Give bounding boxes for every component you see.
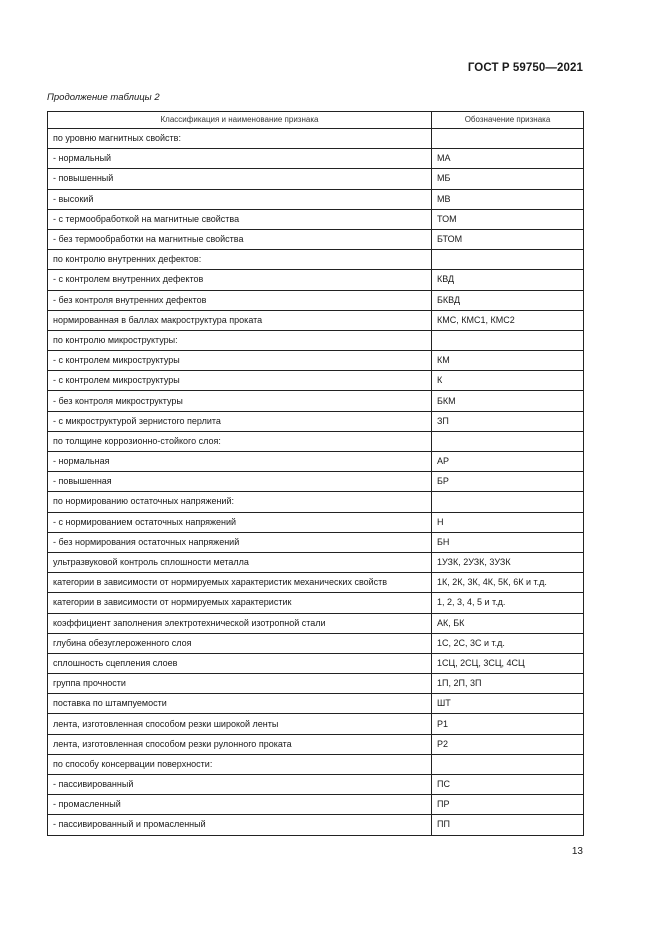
- designation-cell: ЗП: [432, 411, 584, 431]
- header-classification: Классификация и наименование признака: [48, 112, 432, 129]
- classification-cell: - без термообработки на магнитные свойства: [48, 229, 432, 249]
- designation-cell: 1С, 2С, 3С и т.д.: [432, 633, 584, 653]
- designation-cell: Р2: [432, 734, 584, 754]
- classification-cell: по способу консервации поверхности:: [48, 754, 432, 774]
- table-row: [48, 452, 584, 472]
- designation-cell: [432, 754, 584, 774]
- classification-cell: категории в зависимости от нормируемых характеристик механических свойств: [48, 573, 432, 593]
- table-row: [48, 815, 584, 835]
- classification-cell: сплошность сцепления слоев: [48, 653, 432, 673]
- table-row: [48, 694, 584, 714]
- designation-cell: МБ: [432, 169, 584, 189]
- table-row: [48, 290, 584, 310]
- designation-cell: МА: [432, 149, 584, 169]
- table-row: [48, 653, 584, 673]
- classification-cell: по нормированию остаточных напряжений:: [48, 492, 432, 512]
- table-row: [48, 492, 584, 512]
- designation-cell: [432, 492, 584, 512]
- classification-cell: - нормальный: [48, 149, 432, 169]
- table-row: [48, 169, 584, 189]
- designation-cell: 1СЦ, 2СЦ, 3СЦ, 4СЦ: [432, 653, 584, 673]
- designation-cell: КВД: [432, 270, 584, 290]
- classification-cell: - промасленный: [48, 795, 432, 815]
- classification-cell: - повышенный: [48, 169, 432, 189]
- designation-cell: АР: [432, 452, 584, 472]
- classification-cell: - с контролем микроструктуры: [48, 351, 432, 371]
- classification-cell: - с микроструктурой зернистого перлита: [48, 411, 432, 431]
- table-body: [48, 129, 584, 836]
- designation-cell: К: [432, 371, 584, 391]
- classification-cell: нормированная в баллах макроструктура проката: [48, 310, 432, 330]
- designation-cell: ШТ: [432, 694, 584, 714]
- classification-cell: коэффициент заполнения электротехнической изотропной стали: [48, 613, 432, 633]
- table-row: [48, 330, 584, 350]
- designation-cell: БР: [432, 472, 584, 492]
- classification-cell: категории в зависимости от нормируемых характеристик: [48, 593, 432, 613]
- classification-cell: по контролю микроструктуры:: [48, 330, 432, 350]
- classification-cell: - пассивированный: [48, 775, 432, 795]
- designation-cell: ПС: [432, 775, 584, 795]
- designation-cell: [432, 431, 584, 451]
- table-row: [48, 351, 584, 371]
- designation-cell: [432, 250, 584, 270]
- table-row: [48, 229, 584, 249]
- table-row: [48, 250, 584, 270]
- designation-cell: Р1: [432, 714, 584, 734]
- table-row: [48, 310, 584, 330]
- designation-cell: КМ: [432, 351, 584, 371]
- table-row: [48, 129, 584, 149]
- table-row: [48, 411, 584, 431]
- designation-cell: [432, 330, 584, 350]
- table-row: [48, 371, 584, 391]
- designation-cell: 1УЗК, 2УЗК, 3УЗК: [432, 552, 584, 572]
- designation-cell: 1, 2, 3, 4, 5 и т.д.: [432, 593, 584, 613]
- table-row: [48, 391, 584, 411]
- classification-cell: - без контроля внутренних дефектов: [48, 290, 432, 310]
- designation-cell: ПП: [432, 815, 584, 835]
- designation-cell: Н: [432, 512, 584, 532]
- table-row: [48, 674, 584, 694]
- table-row: [48, 593, 584, 613]
- classification-cell: - с контролем внутренних дефектов: [48, 270, 432, 290]
- table-row: [48, 795, 584, 815]
- table-row: [48, 270, 584, 290]
- designation-cell: 1К, 2К, 3К, 4К, 5К, 6К и т.д.: [432, 573, 584, 593]
- classification-cell: лента, изготовленная способом резки широкой ленты: [48, 714, 432, 734]
- classification-cell: по контролю внутренних дефектов:: [48, 250, 432, 270]
- classification-cell: - повышенная: [48, 472, 432, 492]
- classification-cell: глубина обезуглероженного слоя: [48, 633, 432, 653]
- table-row: [48, 754, 584, 774]
- classification-cell: - с термообработкой на магнитные свойства: [48, 209, 432, 229]
- table-row: [48, 613, 584, 633]
- designation-cell: БКВД: [432, 290, 584, 310]
- table-row: [48, 512, 584, 532]
- designation-cell: БТОМ: [432, 229, 584, 249]
- table-row: [48, 552, 584, 572]
- standard-designation: ГОСТ Р 59750—2021: [467, 62, 583, 74]
- classification-cell: поставка по штампуемости: [48, 694, 432, 714]
- table-row: [48, 714, 584, 734]
- designation-cell: КМС, КМС1, КМС2: [432, 310, 584, 330]
- page-number: 13: [571, 846, 583, 857]
- classification-cell: - с нормированием остаточных напряжений: [48, 512, 432, 532]
- classification-cell: ультразвуковой контроль сплошности металла: [48, 552, 432, 572]
- table-caption: Продолжение таблицы 2: [47, 92, 160, 103]
- classification-cell: - без контроля микроструктуры: [48, 391, 432, 411]
- designation-cell: МВ: [432, 189, 584, 209]
- table-row: [48, 532, 584, 552]
- table-row: [48, 209, 584, 229]
- classification-cell: - нормальная: [48, 452, 432, 472]
- table-row: [48, 189, 584, 209]
- classification-cell: - высокий: [48, 189, 432, 209]
- designation-cell: 1П, 2П, 3П: [432, 674, 584, 694]
- designation-cell: БКМ: [432, 391, 584, 411]
- table-row: [48, 775, 584, 795]
- table-row: [48, 472, 584, 492]
- table-row: [48, 431, 584, 451]
- classification-cell: по толщине коррозионно-стойкого слоя:: [48, 431, 432, 451]
- designation-cell: [432, 129, 584, 149]
- classification-cell: лента, изготовленная способом резки рулонного проката: [48, 734, 432, 754]
- table-row: [48, 149, 584, 169]
- table-row: [48, 633, 584, 653]
- table-row: [48, 573, 584, 593]
- classification-cell: - без нормирования остаточных напряжений: [48, 532, 432, 552]
- table-row: [48, 734, 584, 754]
- designation-cell: ПР: [432, 795, 584, 815]
- classification-cell: по уровню магнитных свойств:: [48, 129, 432, 149]
- header-designation: Обозначение признака: [432, 112, 584, 129]
- designation-cell: АК, БК: [432, 613, 584, 633]
- designation-cell: БН: [432, 532, 584, 552]
- classification-cell: группа прочности: [48, 674, 432, 694]
- table-header-row: [48, 112, 584, 129]
- classification-cell: - с контролем микроструктуры: [48, 371, 432, 391]
- classification-cell: - пассивированный и промасленный: [48, 815, 432, 835]
- designation-cell: ТОМ: [432, 209, 584, 229]
- classification-table: [47, 111, 584, 836]
